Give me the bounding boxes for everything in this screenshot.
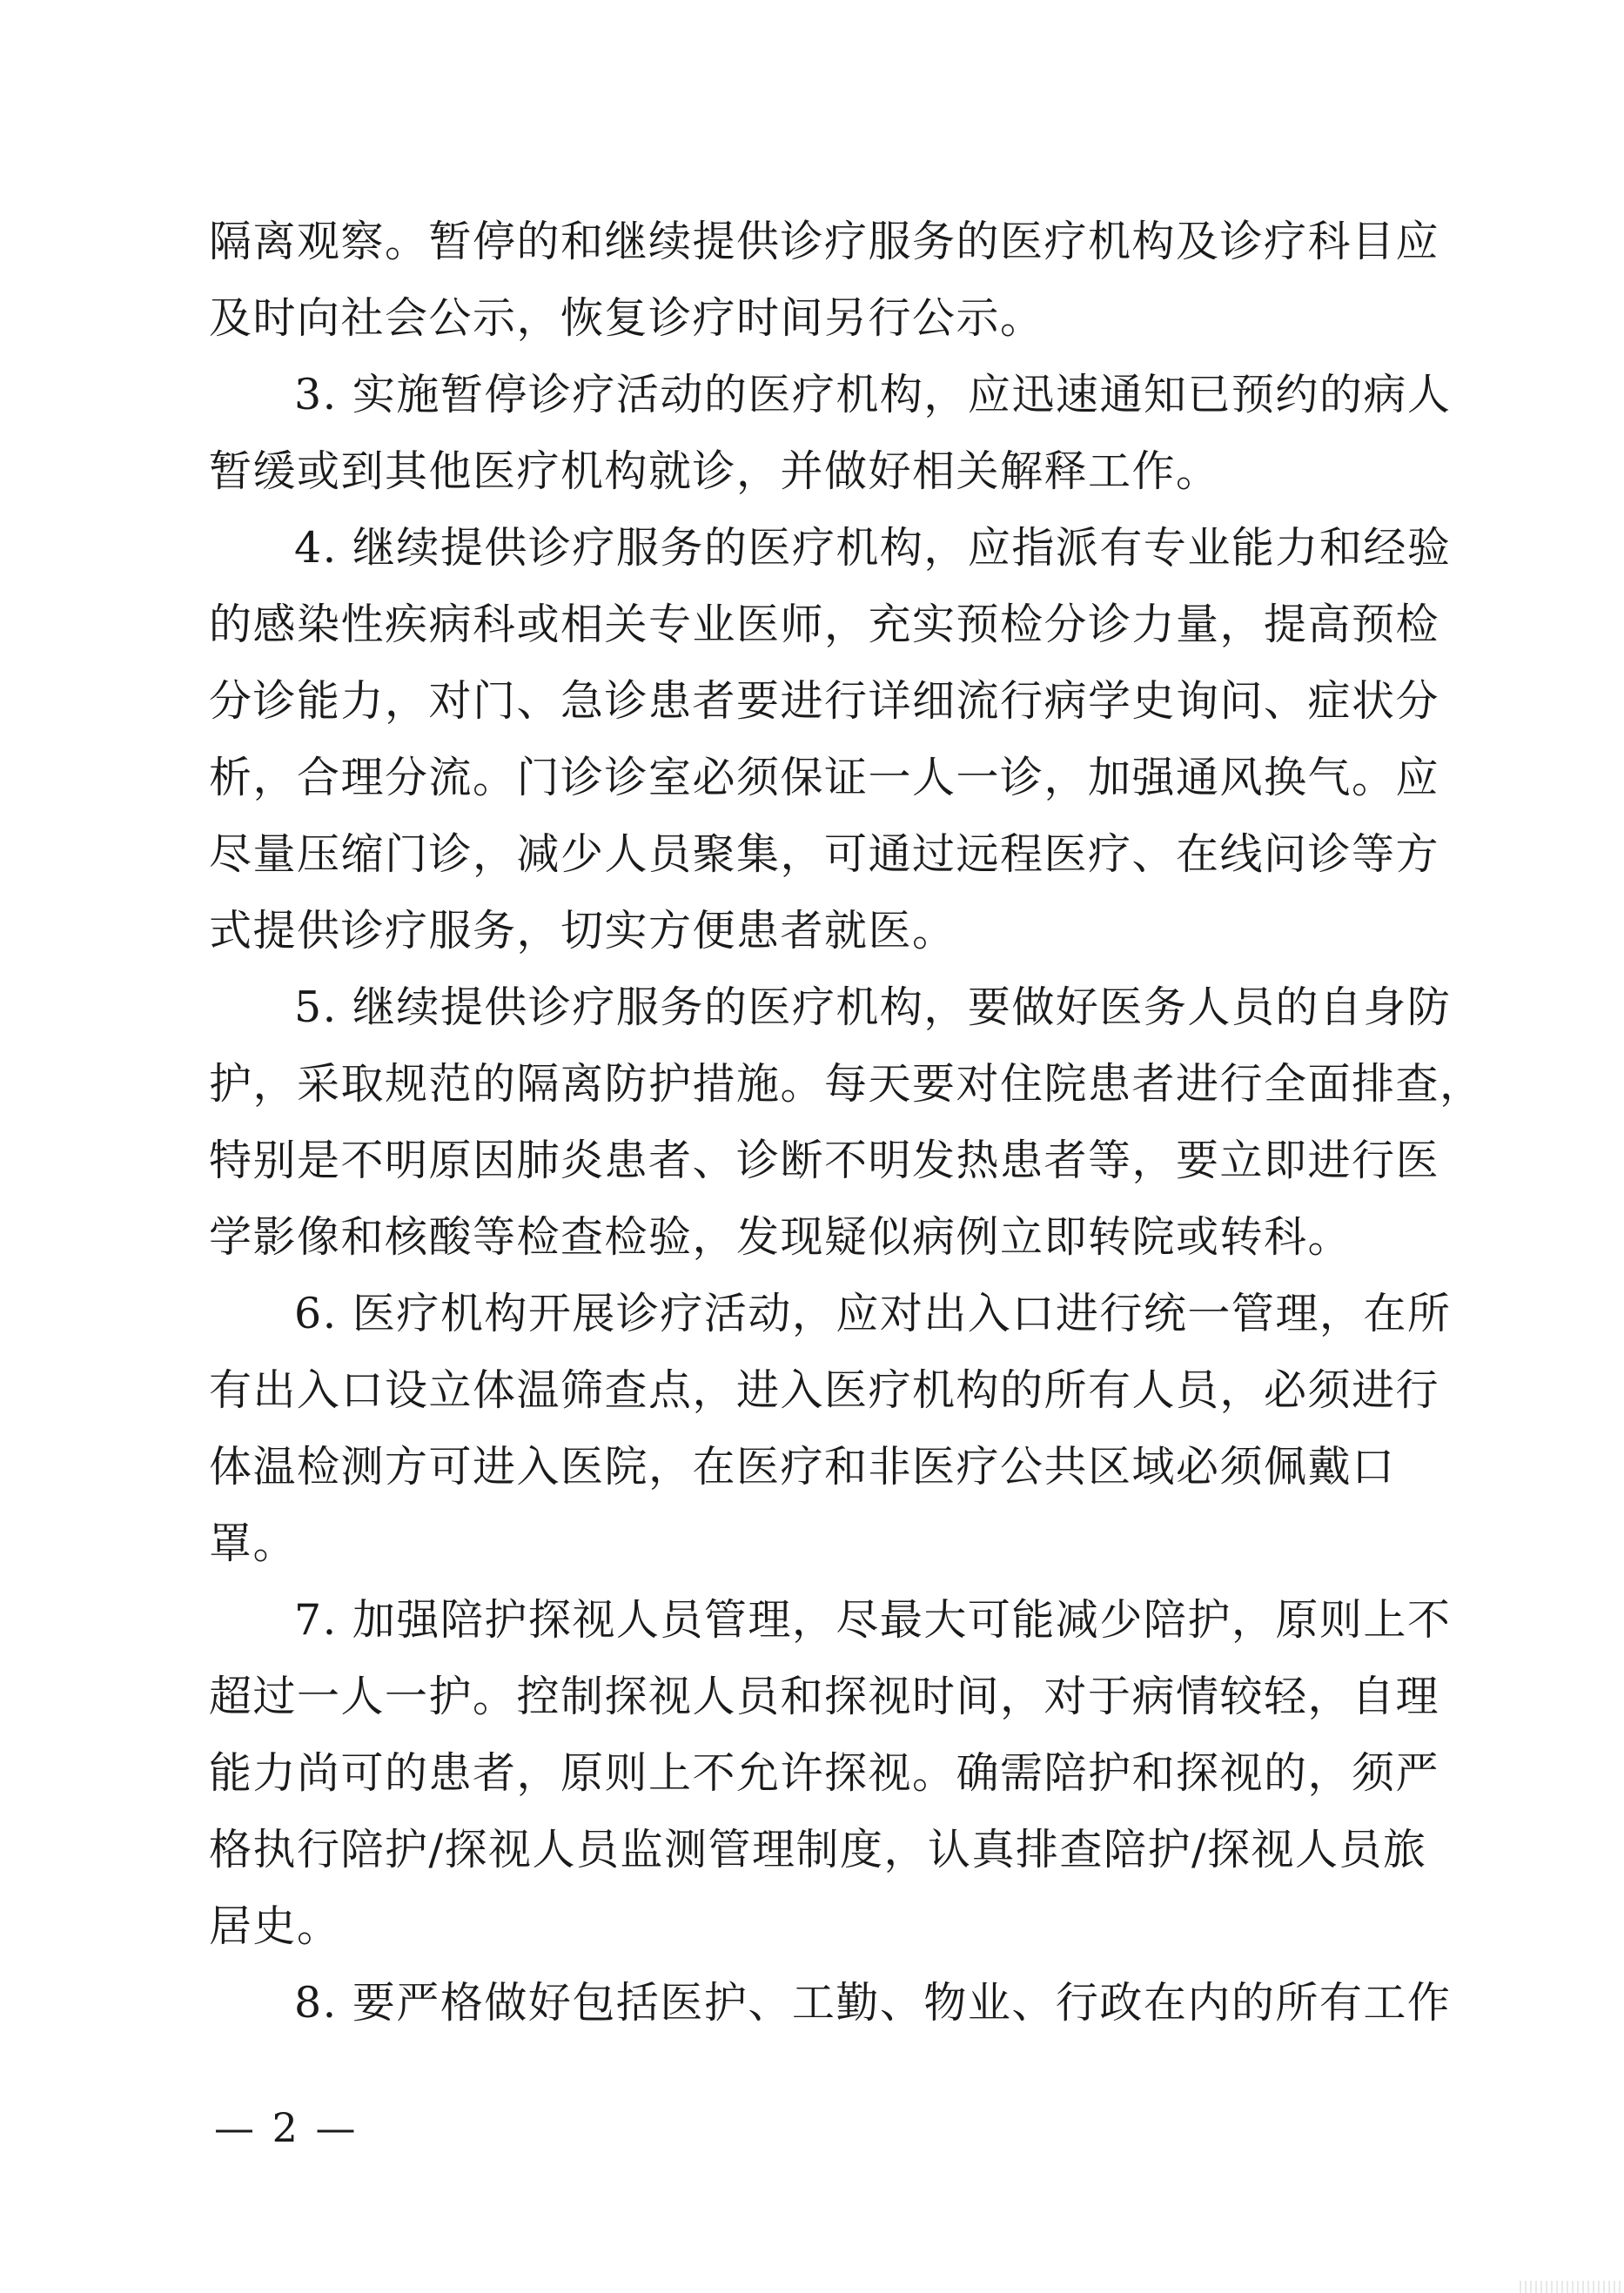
text-line: 式提供诊疗服务，切实方便患者就医。	[209, 906, 956, 955]
text-line: 析，合理分流。门诊诊室必须保证一人一诊，加强通风换气。应	[209, 753, 1440, 802]
paragraph-5-start: 5. 继续提供诊疗服务的医疗机构，要做好医务人员的自身防	[294, 982, 1452, 1032]
scan-artifact	[1520, 2281, 1624, 2293]
text-line: 尽量压缩门诊，减少人员聚集，可通过远程医疗、在线问诊等方	[209, 829, 1440, 879]
text-line: 学影像和核酸等检查检验，发现疑似病例立即转院或转科。	[209, 1212, 1352, 1262]
text-line: 分诊能力，对门、急诊患者要进行详细流行病学史询问、症状分	[209, 676, 1440, 726]
text-line: 超过一人一护。控制探视人员和探视时间，对于病情较轻，自理	[209, 1672, 1440, 1721]
text-line: 居史。	[209, 1901, 341, 1951]
paragraph-7-start: 7. 加强陪护探视人员管理，尽最大可能减少陪护，原则上不	[294, 1595, 1452, 1645]
page-number: — 2 —	[214, 2104, 359, 2151]
text-line: 特别是不明原因肺炎患者、诊断不明发热患者等，要立即进行医	[209, 1136, 1440, 1185]
paragraph-3-start: 3. 实施暂停诊疗活动的医疗机构，应迅速通知已预约的病人	[294, 370, 1452, 419]
text-line: 隔离观察。暂停的和继续提供诊疗服务的医疗机构及诊疗科目应	[209, 217, 1440, 266]
paragraph-6-start: 6. 医疗机构开展诊疗活动，应对出入口进行统一管理，在所	[294, 1289, 1452, 1338]
text-line: 罩。	[209, 1519, 298, 1568]
text-line: 能力尚可的患者，原则上不允许探视。确需陪护和探视的，须严	[209, 1748, 1440, 1798]
paragraph-4-start: 4. 继续提供诊疗服务的医疗机构，应指派有专业能力和经验	[294, 523, 1452, 573]
text-line: 格执行陪护/探视人员监测管理制度，认真排查陪护/探视人员旅	[209, 1825, 1427, 1874]
text-line: 的感染性疾病科或相关专业医师，充实预检分诊力量，提高预检	[209, 600, 1440, 649]
paragraph-8-start: 8. 要严格做好包括医护、工勤、物业、行政在内的所有工作	[294, 1978, 1452, 2028]
text-line: 暂缓或到其他医疗机构就诊，并做好相关解释工作。	[209, 446, 1220, 496]
text-line: 有出入口设立体温筛查点，进入医疗机构的所有人员，必须进行	[209, 1365, 1440, 1415]
text-line: 护，采取规范的隔离防护措施。每天要对住院患者进行全面排查，	[209, 1059, 1484, 1109]
text-line: 及时向社会公示，恢复诊疗时间另行公示。	[209, 293, 1044, 343]
text-line: 体温检测方可进入医院，在医疗和非医疗公共区域必须佩戴口	[209, 1442, 1396, 1492]
